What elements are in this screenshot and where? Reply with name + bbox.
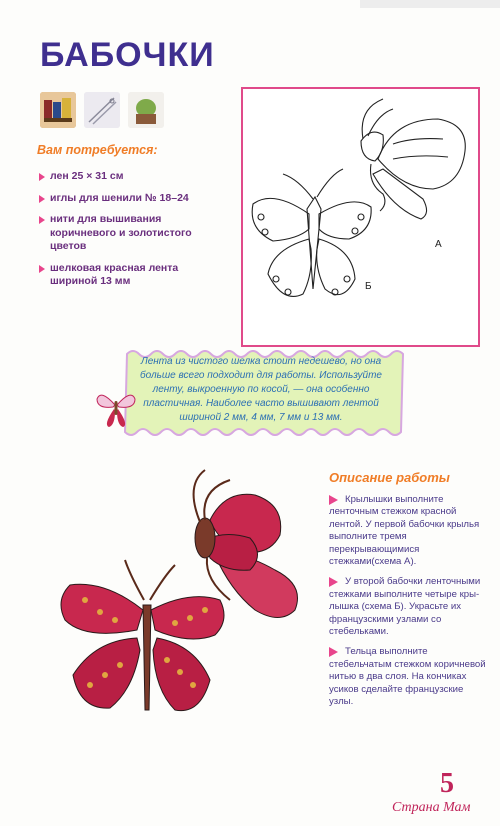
list-item: лен 25 × 31 см: [37, 170, 227, 184]
scheme-diagram: [241, 87, 480, 347]
list-item: Тельца выполните стебельчатым стежком коричневой нитью в два слоя. На кончиках усиков сделайте французские узлы.: [329, 646, 486, 708]
list-item: иглы для шенили № 18–24: [37, 192, 227, 206]
site-watermark: Страна Мам: [392, 800, 471, 815]
list-item: У второй бабочки ленточными стежками выполните четыре кры-лышка (схема Б). Украсьте их французскими узлами со стебельками.: [329, 576, 481, 638]
description-list: [329, 494, 489, 717]
description-heading: Описание работы: [329, 470, 450, 485]
top-decor: [360, 0, 500, 8]
needles-image: [84, 92, 120, 128]
note-text: Лента из чистого шелка стоит недешево, но она больше всего подходит для работы. Используйте ленту, выкроенную по косой, — она особенно пластичная. Наиболее часто вышивают лентой шириной 2 мм, 4 мм, 7 мм и 13 мм.: [140, 356, 382, 423]
scheme-label-b: Б: [365, 281, 372, 292]
page-number: 5: [440, 768, 454, 799]
butterfly-icon: [93, 385, 139, 431]
butterflies-illustration: [25, 460, 325, 760]
scheme-label-a: А: [435, 239, 442, 250]
materials-list: [37, 170, 227, 297]
bullet-icon: [39, 173, 45, 181]
list-item: Крылышки выполните ленточным стежком красной лентой. У первой бабочки крылья выполните тремя перекрывающимися стежками(схема А).: [329, 494, 480, 568]
scheme-drawing: [243, 89, 478, 345]
thread-spools-image: [40, 92, 76, 128]
materials-heading: Вам потребуется:: [37, 143, 158, 157]
pincushion-image: [128, 92, 164, 128]
bullet-icon: [39, 195, 45, 203]
bullet-icon: [39, 216, 45, 224]
bullet-icon: [329, 577, 338, 587]
bullet-icon: [329, 495, 338, 505]
bullet-icon: [329, 647, 338, 657]
bullet-icon: [39, 265, 45, 273]
list-item: шелковая красная лента шириной 13 мм: [37, 262, 227, 289]
list-item: нити для вышивания коричневого и золотистого цветов: [37, 213, 227, 254]
page-title: БАБОЧКИ: [40, 36, 215, 74]
